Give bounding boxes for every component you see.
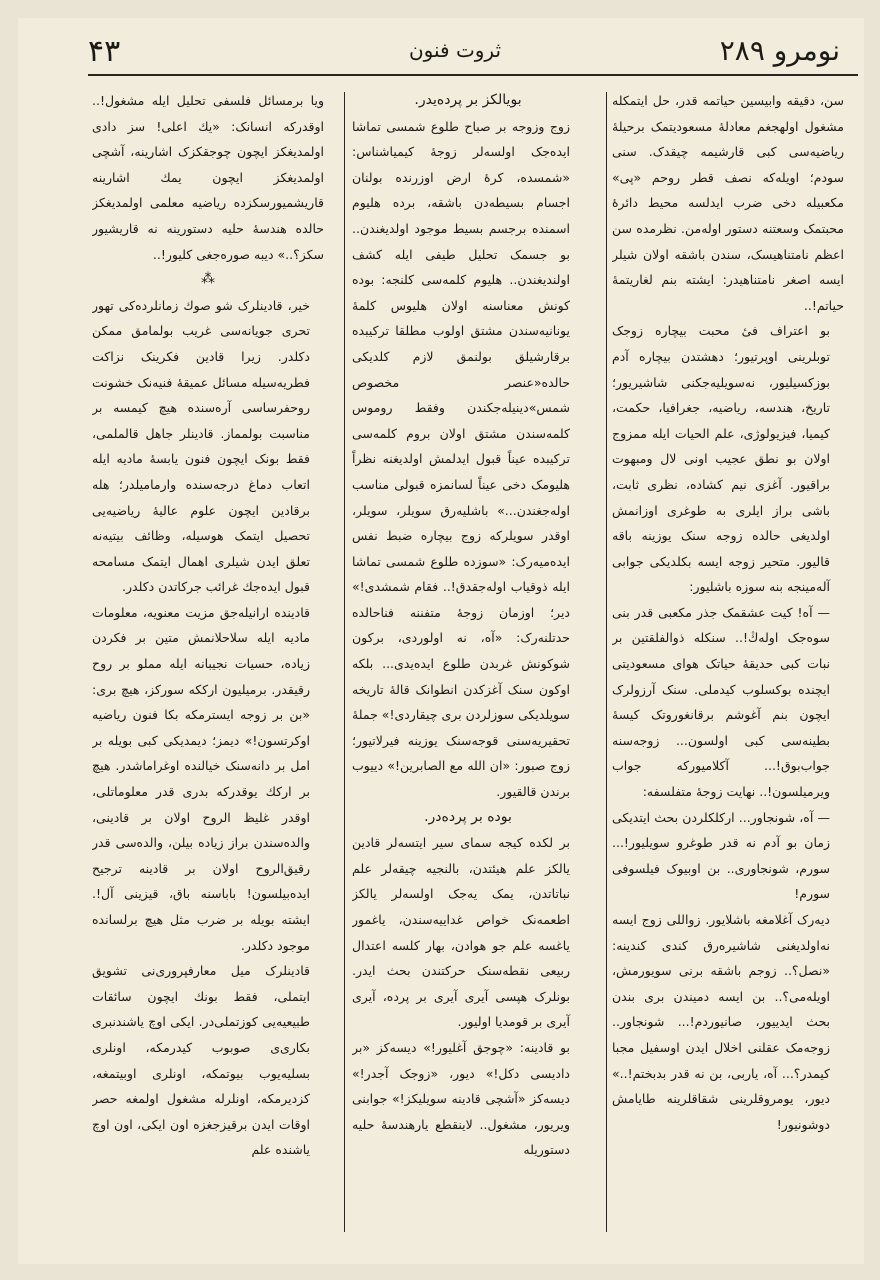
header-rule xyxy=(88,74,858,76)
column-middle xyxy=(352,88,584,1238)
paragraph: بو قادینه: «چوجق آغلیور!» دیسه‌کز «بر دادیسی دکل!» دیور، «زوجک آجدر!» دیسه‌کز «آشچی قادینه سویلیکز!» جوابنی ویریور، مشغول.. لاینقطع یارهندسهٔ حلیه دستوریله xyxy=(352,1039,570,1158)
column-right xyxy=(612,88,844,1238)
scene-caption: بویالکز بر پرده‌یدر. xyxy=(414,92,522,108)
page-header xyxy=(70,26,840,70)
scene-caption: بوده بر پرده‌در. xyxy=(424,808,512,825)
paragraph: قادینلرک میل معارفپروری‌نی تشویق ایتملی، فقط بونك ایچون سائقات طبیعیه‌یی کوزتملی‌در. ایکی اوچ یاشندنبری بکاری‌ی صو‌بوب کیدرمکه، اونلری بسلیه‌یوب بیوتمکه، اونلری اوبیتمغه، کزدیرمکه، اونلرله مشغول اولمغه حصر اوقات ایدن برقیزجغزه اون ایکی، اون اوچ یاشنده علم xyxy=(92,963,310,1158)
column-divider xyxy=(606,92,607,1232)
paragraph: — آه! کیت عشقمک جذر مکعبی قدر بنی سوه‌جک اوله‌ڭ!.. سنکله ذوالفلقتین بر نبات کبی حدیقهٔ حیاتک هوای مسعودیتی ایچنده بوکسلوب کیدملی. سنک آرزولرک ایچون بنم آغوشم برقانغوروتک کیسهٔ بطینه‌سی کبی اولسون... زوجه‌سنه جواب‌بوق!... آکلامیورکه جواب ویرمیلسون!.. نهایت زوجهٔ متفلسفه: xyxy=(612,604,830,800)
paragraph: سن، دقیقه وابیسین حیاتمه قدر، حل ایتمکله مشغول اولهجغم معادلهٔ مسعودیتمک برحیلهٔ ریاضیه‌سی کبی قارشیمه چیقدک. سنی سودم؛ اویله‌که نصف قطر روحم «پی» مکعبیله دخی ضرب ایدلسه محیط دائرهٔ محبتمک وسعتنه دستور اوله‌من. نظرمده سن اعظم نامتناهیسک، سندن باشقه اولان شیلر ایسه اصغر نامتناهیدر: ایشته بنم لغاریتمهٔ حیاتم!.. xyxy=(612,93,844,313)
paragraph: بو اعتراف فیٔ محبت بیچاره زوجک توبلرینی اوپرتیور؛ دهشتدن بیچاره آدم بوزکسیلیور، نه‌سویلیه‌جکنی شاشیریور؛ تاریخ، هندسه، ریاضیه، جغرافیا، حکمت، کیمیا، فیزیولوژی، علم الحیات ایله ممزوج اولان بو نطق عجیب اونی لال ومبهوت براقیور. آغزی نیم کشاده، نظری ثابت، باشی براز ایلری به طوغری اوزانمش اولدیغی حالده زوجه سنک یوزینه باقه قالیور. متحیر زوجه ایسه بکلدیکی جوابی آله‌مینجه بنه سوزه باشلیور: xyxy=(612,323,830,595)
paragraph: زوج وزوجه بر صباح طلوع شمسی تماشا ایده‌جک اولسه‌لر زوجهٔ کیمیاشناس: «شمسده، کرهٔ ارض اوزرنده بولنان اجسام بسیطه‌دن باشقه، برده هلیوم اسمنده برجسم بسیط موجود اولدیغندن.. بو جسمک تحلیل طیفی ایله کشف اولندیغندن.. هلیوم کلمه‌سی کلنجه: بوده کونش معناسنه اولان هلیوس کلمهٔ یونانیه‌سندن مشتق اولوب مطلقا ترکیبده برقارشیلق بولنمق لازم کلدیکی حالده‌«عنصر مخصوص شمس»دینیله‌جکندن وفقط روموس کلمه‌سندن مشتق اولان بروم کلمه‌سی ترکیبده عیناً قبول ایدلمش اولدیغنه نظراً هلیومک دخی عیناً لسانمزه قبولی مناسب اوله‌جغندن...» باشلیه‌رق سویلر، سویلر، اوقدر سویلرکه زوج بیچاره ضبط نفس ایده‌میه‌رک: «سوزده طلوع شمسی تماشا ایله ذوقیاب اوله‌جقدق!.. فقام شمشدی!» دیر؛ اوزمان زوجهٔ متفننه فناحالده حدتلنه‌رک: «آه، نه اولوردی، برکون شوکونش غربدن طلوع ایده‌یدی... بلکه اوکون سنک آغزکدن انطوانک قالهٔ تاریخه سویلدیکی سوزلردن بری چیقاردی!» جملهٔ تحقیریه‌سنی قوجه‌سنک یوزینه فیرلاتیور؛ زوج صبور: «ان الله مع الصابرین!» دییوب برندن قالقیور. xyxy=(352,118,570,800)
section-ornament: ⁂ xyxy=(201,271,215,288)
journal-title: ثروت فنون xyxy=(408,38,502,62)
issue-number: نومرو ۲۸۹ xyxy=(719,34,840,67)
page-number: ۴۳ xyxy=(88,34,121,69)
column-left xyxy=(92,88,324,1238)
paragraph: ویا برمسائل فلسفی تحلیل ایله مشغول!.. اوقدرکه انسانک: «یك اعلی! سز دادی اولمدیغکز ایچون چوجقکزک اشارینه، آشچی اولمدیغکز ایچون یمك اشارینه قاریشمیورسکزده ریاضیه معلمی اولمدیغکز حالده هندسهٔ حلیه دستورینه نه قاریشیور سکز؟..» دیبه صوره‌جغی کلیور!.. xyxy=(92,93,324,262)
paragraph: بر لکده کیجه سمای سیر ایتسه‌لر قادین یالکز علم هیئتدن، بالنجیه چیقه‌لر علم نباتاتدن، یمک یه‌جک اولسه‌لر یالکز اطعمه‌نک خواص غداییه‌سندن، یاغمور یاغسه علم جو هوادن، بهار کلسه اعتدال ربیعی نقطه‌سنک حرکتندن بحث ایدر. بونلرک هپسی آیری آیری بر پرده، آیری آیری بر قومدیا اولیور. xyxy=(352,835,570,1030)
column-divider xyxy=(344,92,345,1232)
paragraph: دیه‌رک آغلامغه باشلایور. زواللی زوج ایسه نه‌اولدیغنی شاشیره‌رق کندی کندینه: «نصل؟.. زوجم باشقه برنی سویورمش، اویله‌می؟.. بن ایسه دمیندن بری بندن بحث ایدییور، صانیوردم!... شونجاور.. زوجه‌مک عقلنی اخلال ایدن اوسفیل مجبا کیمدر؟... آه، یاربی، بن نه قدر بدبختم!..» دیور، یومروقلرینی شقاقلرینه طایامش دوشونیور! xyxy=(612,912,830,1132)
paragraph: — آه، شونجاور... ارکلکلردن بحث ایتدیکی زمان بو آدم نه قدر طوغرو سویلیور!... سورم، شونجاوری.. بن اوبیوک فیلسوفی سورم! xyxy=(612,809,830,902)
paragraph: خیر، قادینلرک شو صوك زمانلرده‌کی تهور تحری جویانه‌سی غریب بولمامق ممکن دکلدر. زیرا قادین فکرینک نزاکت فطریه‌سیله مسائل عمیقهٔ فنیه‌نک خشونت روحفرساسی آره‌سنده هیچ کیمسه بر مناسبت بولمماز. قادینلر جاهل قالملمی، فقط بونک ایچون فنون یابسهٔ مادیه ایله اتعاب دماغ درجه‌سنده وارمامیلدر؛ هله برقادین ایچون علوم عالیهٔ ریاضیه‌یی تحصیل ایتمک هوسیله، وظائف بیتیه‌نه تعلق ایدن شیلری اهمال ایتمک مسامحه قبول ایده‌جك غرائب جرکاتدن دکلدر. xyxy=(92,297,310,595)
paragraph: قادینده ارانیله‌جق مزیت معنویه، معلومات مادیه ایله سلاحلانمش متین بر فکردن زیاده، حسیات نجیبانه ایله مملو بر روح رقیقدر. برمیلیون ارککه سورکز، هیچ بری: «بن بر زوجه ایسترمکه بکا فنون ریاضیه اوکرتسون!» دیمز؛ دیمدیکی کبی بویله بر امل بر دانه‌سنک خیالنده اوغراماشدر. هیچ بر ارکك یوقدرکه بدری قدر معلوماتلی، اوقدر غلیظ الروح اولان بر قادینی، والده‌سندن براز زیاده بیلن، والده‌سی قدر رقیق‌الروح اولان بر قادینه ترجیح ایده‌بیلسون! بابا‌سنه باق، قیزینی آل!. ایشته بویله بر ضرب مثل هیچ برلسانده موجود دکلدر. xyxy=(92,604,310,953)
